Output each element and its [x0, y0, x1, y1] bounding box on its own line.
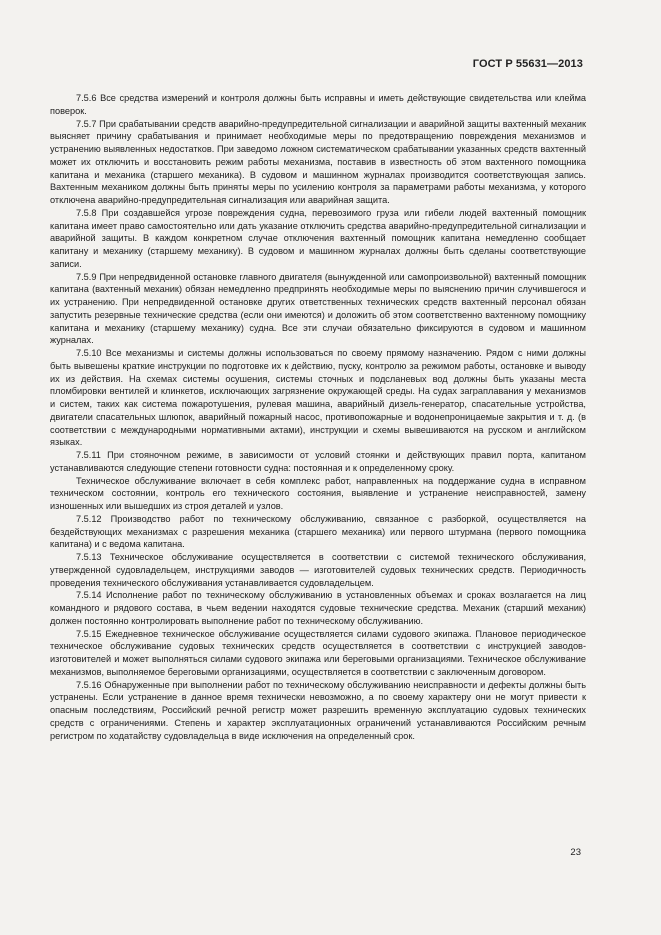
paragraph-7-5-11: 7.5.11 При стояночном режиме, в зависимости от условий стоянки и действующих правил порта, капитаном устанавливаются следующие степени готовности судна: постоянная и к определенному сроку. — [50, 450, 586, 473]
paragraph-7-5-15: 7.5.15 Ежедневное техническое обслуживание осуществляется силами судового экипажа. Плановое периодическое техническое обслуживание судовых технических средств осуществляется в соответствии с инструкцией заводов-изготовителей и может выполняться силами судового экипажа или береговыми организациями. Техническое обслуживание механизмов, выполняемое береговыми организациями, осуществляется в соответствии с заключенным договором. — [50, 628, 586, 677]
paragraph-7-5-14: 7.5.14 Исполнение работ по техническому обслуживанию в установленных объемах и сроках возлагается на лиц командного и рядового состава, в чьем ведении находятся судовые технические средства. Механик (старший механик) должен постоянно контролировать выполнение работ по техническому обслуживанию. — [50, 590, 586, 626]
paragraph-7-5-12: 7.5.12 Производство работ по техническому обслуживанию, связанное с разборкой, осуществляется на бездействующих механизмах с разрешения механика (старшего механика) или первого штурмана (первого помощника капитана) и с ведома капитана. — [50, 513, 586, 550]
paragraph-7-5-13: 7.5.13 Техническое обслуживание осуществляется в соответствии с системой технического обслуживания, утвержденной судовладельцем, инструкциями заводов — изготовителей судовых технических средств. Периодичность проведения технического обслуживания устанавливается судовладельцем. — [50, 552, 586, 588]
paragraph-7-5-10: 7.5.10 Все механизмы и системы должны использоваться по своему прямому назначению. Рядом с ними должны быть вывешены краткие инструкции по подготовке их к действию, пуску, контролю за режимом работы, остановке и выводу их из действия. На схемах системы осушения, системы сточных и подсланевых вод должны быть указаны места пломбировки вентилей и клинкетов, исключающих загрязнение окружающей среды. На судах заграплавания у механизмов и систем, таких как система пожаротушения, рулевая машина, аварийный дизель-генератор, спасательные устройства, двигатели спасательных шлюпок, аварийный пожарный насос, противопожарные и водонепроницаемые закрытия и т. д. (в соответствии с международными нормативными актами), инструкции и схемы вывешиваются на русском и английском языках. — [50, 348, 586, 448]
paragraph-7-5-9: 7.5.9 При непредвиденной остановке главного двигателя (вынужденной или самопроизвольной) вахтенный помощник капитана (вахтенный механик) обязан немедленно предпринять необходимые меры по выяснению причин случившегося и их устранению. При непредвиденной остановке других ответственных технических средств вахтенный персонал обязан запустить резервные технические средства (если они имеются) и доложить об этом соответственно вахтенному помощнику капитана и механику (старшему механику) судна. Все эти случаи обязательно фиксируются в судовом и машинном журналах. — [50, 271, 586, 346]
paragraph-7-5-7: 7.5.7 При срабатывании средств аварийно-предупредительной сигнализации и аварийной защиты вахтенный механик выясняет причину срабатывания и принимает необходимые меры по предотвращению повреждения механизмов и устранению выявленных недостатков. При заведомо ложном систематическом срабатывании указанных средств вахтенный может их отключить и восстановить режим работы механизма, поставив в известность об этом вахтенного помощника капитана и механика (старшего механика). В судовом и машинном журналах производится соответствующая запись. Вахтенным механиком должны быть приняты меры по усилению контроля за параметрами работы механизма, у которого отключена аварийно-предупредительная сигнализация или аварийная защита. — [50, 118, 586, 205]
paragraph-7-5-16: 7.5.16 Обнаруженные при выполнении работ по техническому обслуживанию неисправности и дефекты должны быть устранены. Если устранение в данное время технически невозможно, а по своему характеру они не могут привести к опасным последствиям, Российский речной регистр может разрешить временную эксплуатацию судовых технических средств с ограничениями. Степень и характер эксплуатационных ограничений устанавливаются Российским речным регистром по ходатайству судовладельца в виде исключения на определенный срок. — [50, 679, 586, 741]
paragraph-7-5-6: 7.5.6 Все средства измерений и контроля должны быть исправны и иметь действующие свидетельства или клейма поверок. — [50, 93, 586, 116]
standard-header: ГОСТ Р 55631—2013 — [472, 58, 583, 70]
paragraph-maintenance-intro: Техническое обслуживание включает в себя комплекс работ, направленных на поддержание судна в исправном техническом состоянии, контроль его технического состояния, выявление и устранение неисправностей, замену изношенных или вышедших из строя деталей и узлов. — [50, 475, 586, 511]
document-body — [50, 92, 586, 742]
paragraph-7-5-8: 7.5.8 При создавшейся угрозе повреждения судна, перевозимого груза или гибели людей вахтенный помощник капитана имеет право самостоятельно или дать указание отключить средства аварийно-предупредительной сигнализации и аварийной защиты. В каждом конкретном случае отключения вахтенный помощник капитана немедленно сообщает капитану и механику (старшему механику). В судовом и машинном журналах должны быть сделаны соответствующие записи. — [50, 207, 586, 269]
page-number: 23 — [570, 847, 581, 858]
